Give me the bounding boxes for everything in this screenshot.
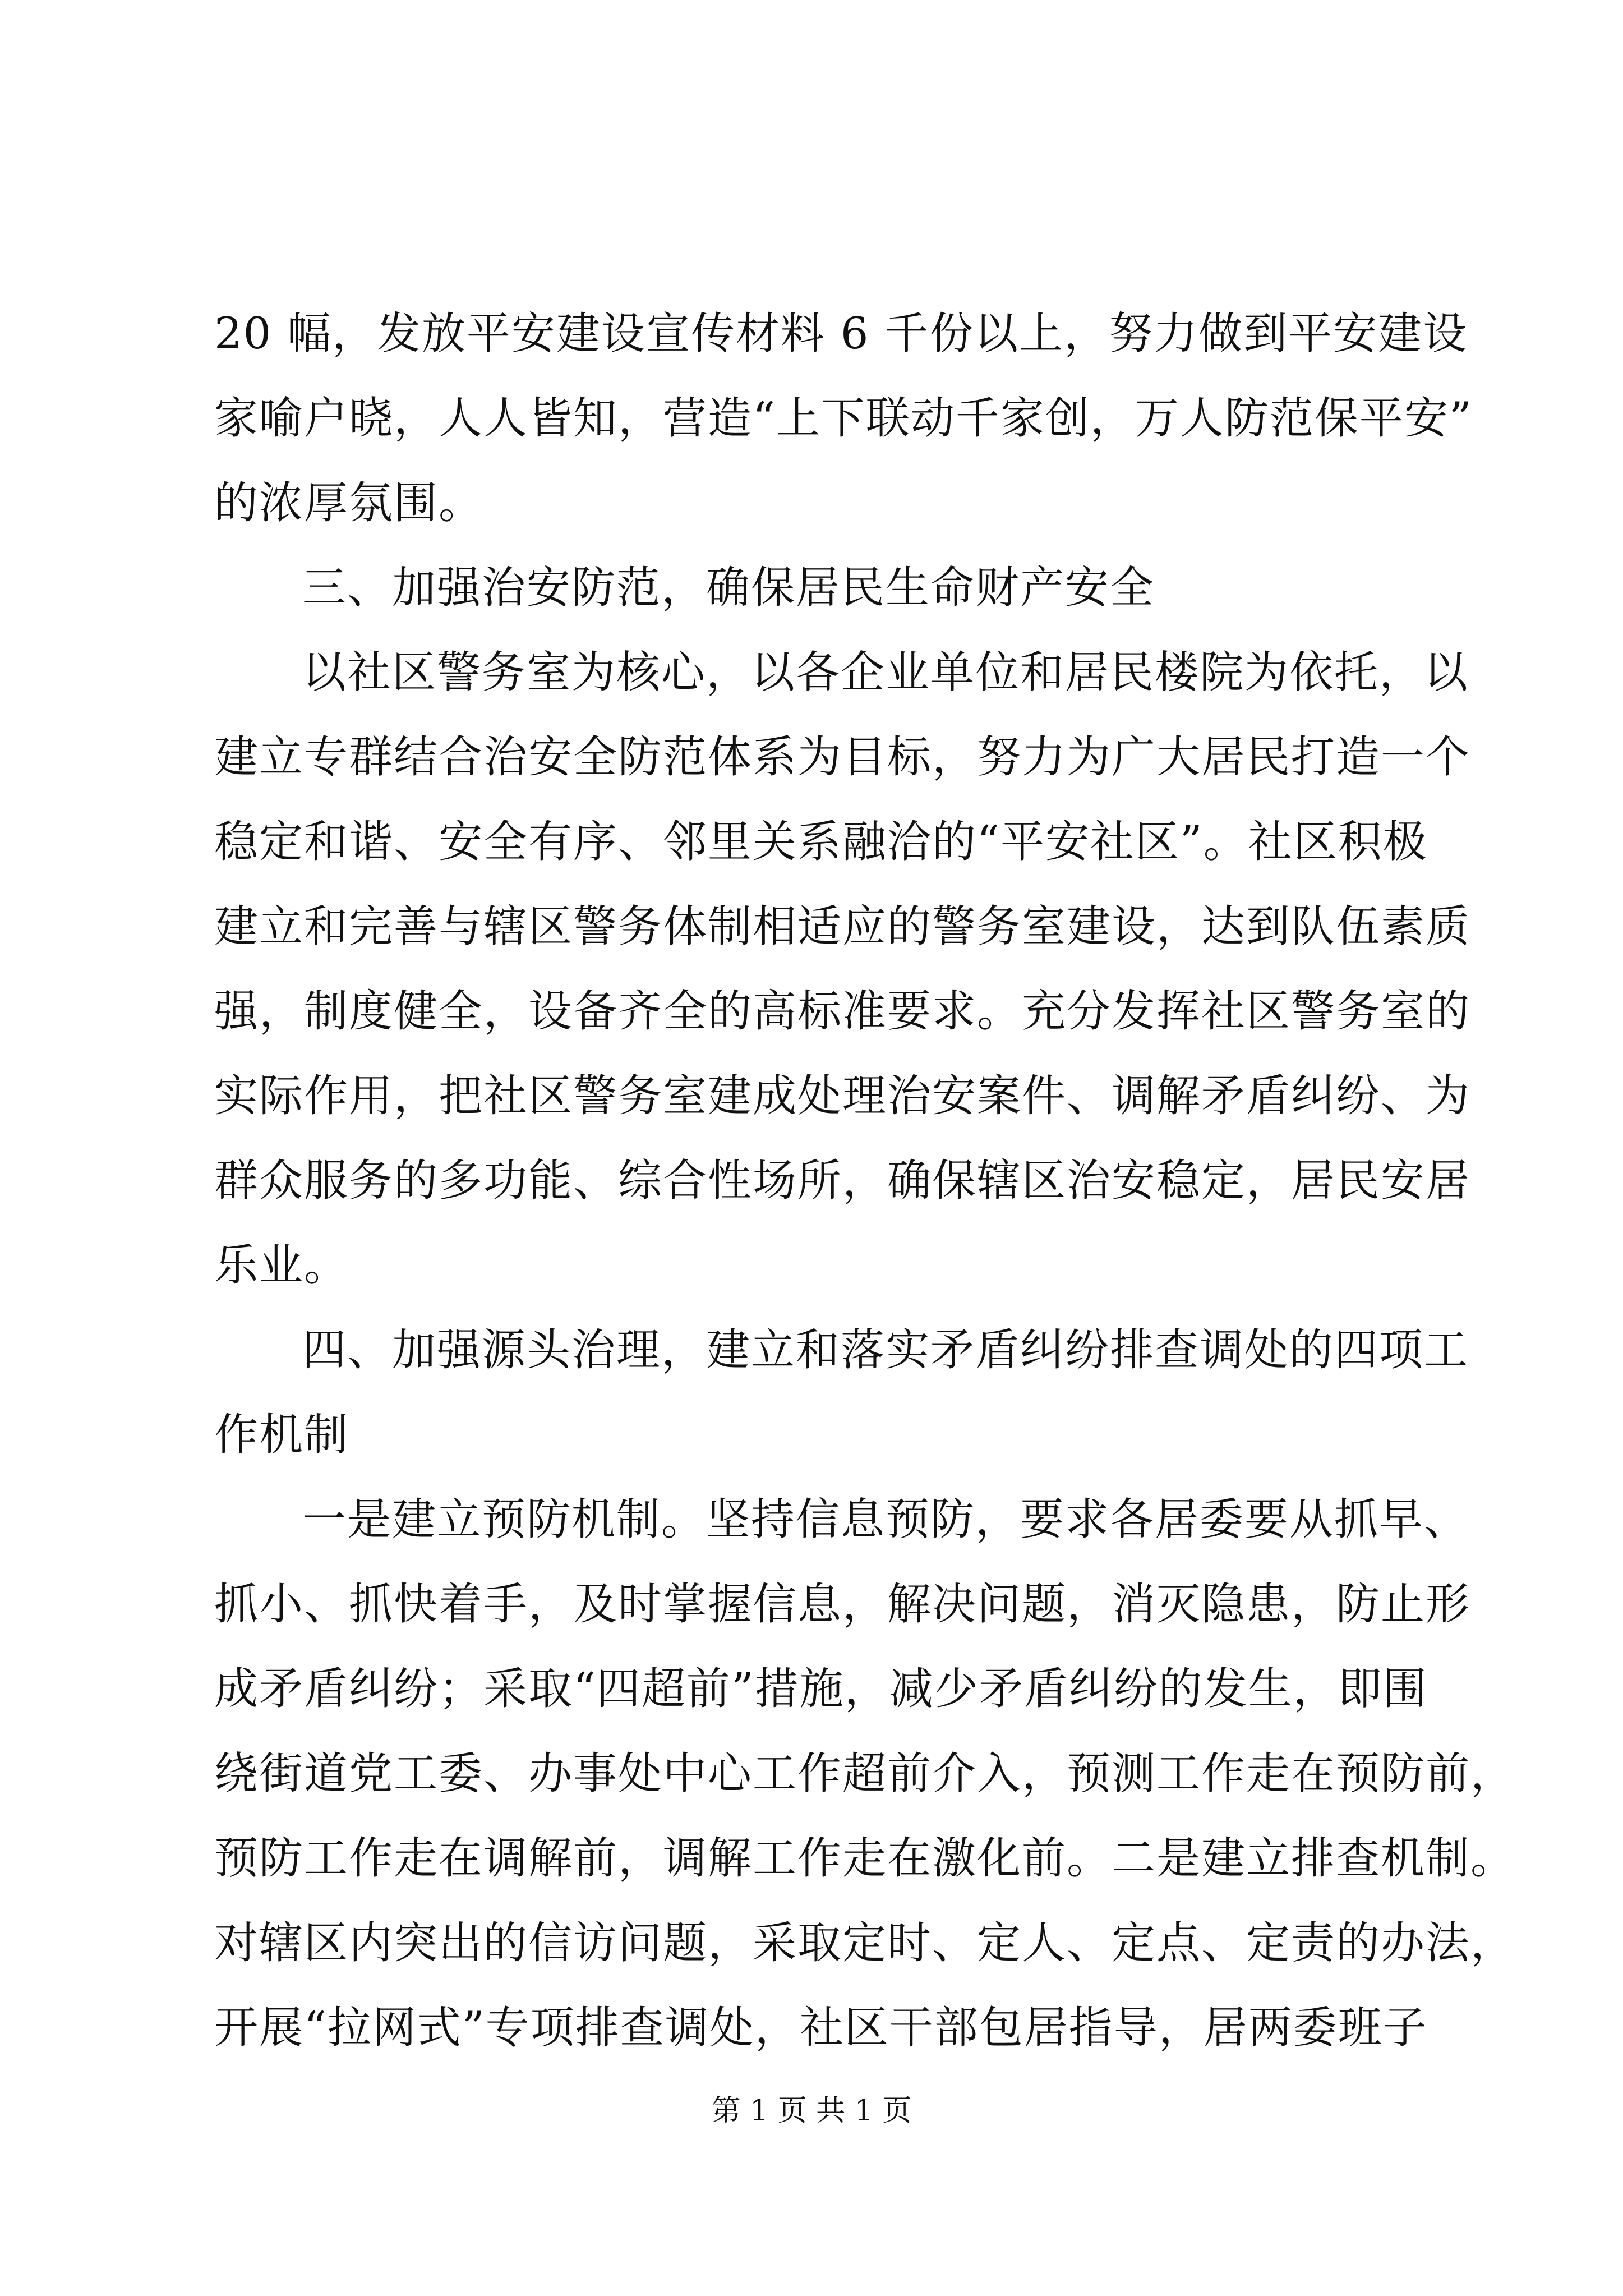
text-line: 开展“拉网式”专项排查调处，社区干部包居指导，居两委班子 (214, 2003, 1428, 2053)
section-heading: 三、加强治安防范，确保居民生命财产安全 (302, 563, 1155, 613)
text-line: 建立专群结合治安全防范体系为目标，努力为广大居民打造一个 (214, 732, 1471, 783)
text-line: 建立和完善与辖区警务体制相适应的警务室建设，达到队伍素质 (214, 901, 1471, 952)
text-line: 的浓厚氛围。 (214, 478, 484, 528)
text-line: 以社区警务室为核心，以各企业单位和居民楼院为依托，以 (302, 647, 1469, 698)
text-line: 实际作用，把社区警务室建成处理治安案件、调解矛盾纠纷、为 (214, 1071, 1471, 1121)
text-line: 强，制度健全，设备齐全的高标准要求。充分发挥社区警务室的 (214, 986, 1471, 1037)
text-line: 成矛盾纠纷；采取“四超前”措施，减少矛盾纠纷的发生，即围 (214, 1664, 1428, 1714)
text-line: 预防工作走在调解前，调解工作走在激化前。二是建立排查机制。 (214, 1833, 1516, 1884)
text-line: 20 幅，发放平安建设宣传材料 6 千份以上，努力做到平安建设 (214, 309, 1468, 359)
page-number-footer: 第 1 页 共 1 页 (711, 2094, 912, 2128)
section-heading: 四、加强源头治理，建立和落实矛盾纠纷排查调处的四项工 (302, 1325, 1469, 1375)
text-line: 对辖区内突出的信访问题，采取定时、定人、定点、定责的办法， (214, 1918, 1516, 1968)
body-text (214, 292, 1516, 2070)
text-line: 家喻户晓，人人皆知，营造“上下联动千家创，万人防范保平安” (214, 393, 1473, 444)
text-line: 乐业。 (214, 1240, 349, 1291)
section-heading-continued: 作机制 (214, 1410, 349, 1460)
text-line: 绕街道党工委、办事处中心工作超前介入，预测工作走在预防前， (214, 1749, 1516, 1799)
text-line: 一是建立预防机制。坚持信息预防，要求各居委要从抓早、 (302, 1494, 1469, 1545)
text-line: 群众服务的多功能、综合性场所，确保辖区治安稳定，居民安居 (214, 1156, 1471, 1206)
text-line: 抓小、抓快着手，及时掌握信息，解决问题，消灭隐患，防止形 (214, 1579, 1471, 1630)
text-line: 稳定和谐、安全有序、邻里关系融洽的“平安社区”。社区积极 (214, 817, 1428, 867)
